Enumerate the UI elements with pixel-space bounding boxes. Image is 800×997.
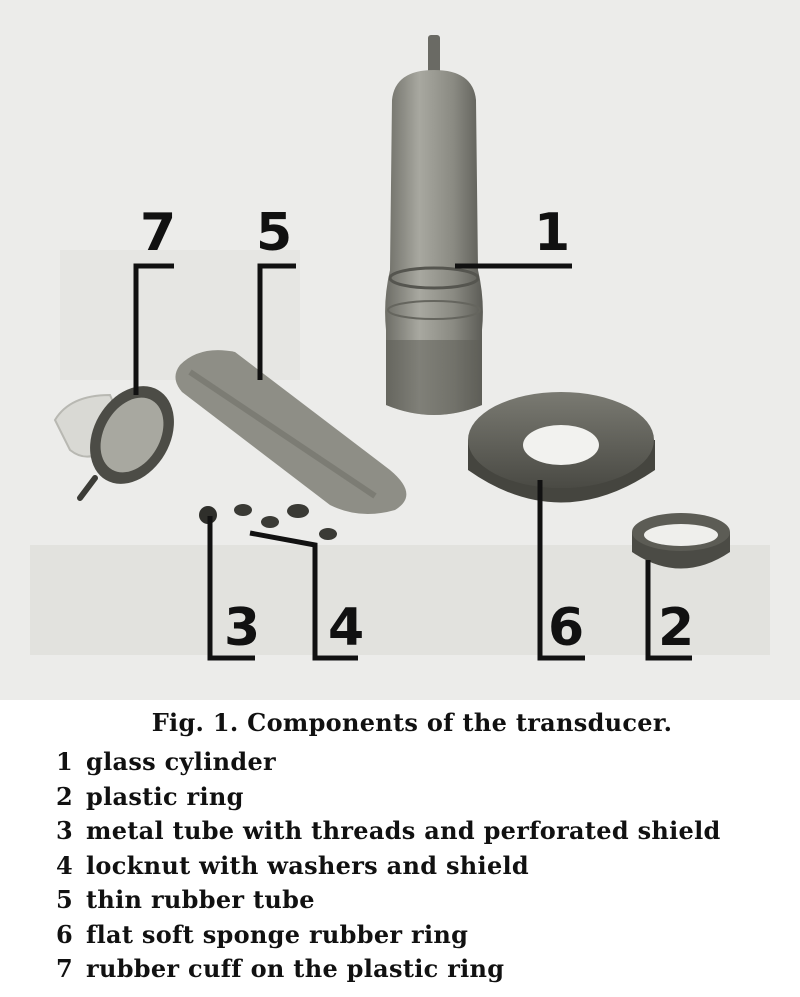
legend-item <box>56 745 772 780</box>
legend-item <box>56 952 772 987</box>
callout-7: 7 <box>140 203 177 263</box>
callout-3: 3 <box>224 598 261 658</box>
legend-item <box>56 883 772 918</box>
glass-cylinder <box>385 35 483 415</box>
legend-number: 1 <box>56 747 73 776</box>
background-shade <box>60 250 300 380</box>
legend-number: 2 <box>56 781 73 811</box>
legend-text: metal tube with threads and perforated shield <box>86 816 721 845</box>
callout-1: 1 <box>534 203 571 263</box>
legend-text: flat soft sponge rubber ring <box>86 919 469 949</box>
callout-4: 4 <box>328 598 365 658</box>
legend-number: 3 <box>56 816 73 845</box>
legend-item <box>56 849 772 884</box>
callout-6: 6 <box>548 598 585 658</box>
legend-number: 7 <box>56 954 73 983</box>
legend-item <box>56 918 772 953</box>
legend-text: locknut with washers and shield <box>86 850 530 880</box>
legend-item <box>56 780 772 815</box>
sponge-rubber-ring <box>468 392 655 503</box>
legend-number: 6 <box>56 919 73 949</box>
legend-text: plastic ring <box>86 781 244 811</box>
legend-item <box>56 814 772 849</box>
legend-number: 4 <box>56 850 73 880</box>
figure-caption <box>52 708 772 987</box>
legend-number: 5 <box>56 885 73 914</box>
caption-title: Fig. 1. Components of the transducer. <box>151 708 673 737</box>
legend-text: rubber cuff on the plastic ring <box>86 954 505 983</box>
callout-5: 5 <box>256 203 293 263</box>
legend-list <box>52 745 772 987</box>
callout-2: 2 <box>658 598 695 658</box>
legend-text: thin rubber tube <box>86 885 315 914</box>
legend-text: glass cylinder <box>86 747 276 776</box>
